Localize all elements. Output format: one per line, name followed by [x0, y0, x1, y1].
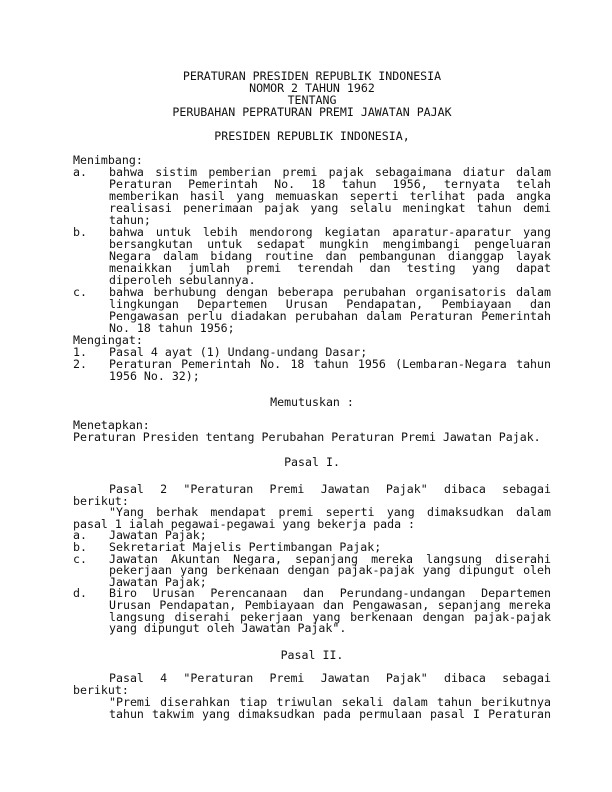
list-item-line: Jawatan Pajak;: [109, 528, 207, 543]
list-item-line: memberikan hasil yang memuaskan seperti terlihat pada angka: [109, 189, 551, 203]
menetapkan-section: [73, 419, 551, 443]
list-item-line: Peraturan Pemerintah No. 18 tahun 1956 (Lembaran-Negara tahun: [109, 357, 551, 371]
list-item-line: lingkungan Departemen Urusan Pendapatan, Pembiayaan dan: [109, 297, 551, 311]
list-item-text: [109, 166, 551, 226]
title-line: TENTANG: [287, 92, 337, 107]
pasal-1-body: [73, 484, 551, 635]
paragraph-line: Pasal 4 "Peraturan Premi Jawatan Pajak" dibaca sebagai: [109, 671, 551, 685]
paragraph-line: tahun takwim yang dimaksudkan pada permulaan pasal I Peraturan: [109, 707, 551, 721]
list-item-line: Pengawasan perlu diadakan perubahan dalam Peraturan Pemerintah: [109, 309, 551, 323]
list-item-label: b.: [73, 225, 87, 239]
list-item: [73, 226, 551, 286]
title-line: PERUBAHAN PEPRATURAN PREMI JAWATAN PAJAK: [172, 104, 452, 119]
mengingat-heading: Mengingat:: [73, 333, 143, 347]
list-item-line: Jawatan Akuntan Negara, sepanjang mereka langsung diserahi: [109, 551, 551, 566]
list-item-label: 1.: [73, 345, 87, 359]
list-item-label: d.: [73, 586, 87, 601]
list-item: [73, 166, 551, 226]
considerations-section: [73, 154, 551, 382]
list-item-text: [109, 226, 551, 286]
menimbang-heading: Menimbang:: [73, 153, 143, 167]
list-item-line: Negara dalam bidang routine dan pembangunan dianggap layak: [109, 249, 551, 263]
pasal-1-heading: Pasal I.: [284, 455, 340, 469]
paragraph-line: "Yang berhak mendapat premi seperti yang dimaksudkan dalam: [109, 505, 551, 520]
list-item-line: langsung diserahi pekerjaan yang berkenaan dengan pajak-pajak: [109, 609, 551, 624]
list-item: [73, 286, 551, 334]
list-item-line: pekerjaan yang berkenaan dengan pajak-pajak yang dipungut oleh: [109, 563, 551, 578]
pasal-2-heading: Pasal II.: [280, 648, 344, 662]
list-item-line: Sekretariat Majelis Pertimbangan Pajak;: [109, 539, 382, 554]
memutuskan-heading: Memutuskan :: [270, 395, 354, 409]
list-item-line: menaikkan jumlah premi terendah dan testing yang dapat: [109, 261, 551, 275]
title-line: NOMOR 2 TAHUN 1962: [249, 80, 375, 95]
list-item-text: [109, 286, 551, 334]
list-item-line: bersangkutan untuk sedapat mungkin mengimbangi pengeluaran: [109, 237, 551, 251]
list-item-line: tahun;: [109, 213, 151, 227]
list-item-label: a.: [73, 528, 87, 543]
menetapkan-text: Peraturan Presiden tentang Perubahan Peraturan Premi Jawatan Pajak.: [73, 430, 541, 444]
list-item-line: Biro Urusan Perencanaan dan Perundang-undangan Departemen: [109, 586, 551, 601]
list-item-line: bahwa berhubung dengan beberapa perubahan organisatoris dalam: [109, 285, 551, 299]
list-item-label: c.: [73, 551, 87, 566]
paragraph-line: Pasal 2 "Peraturan Premi Jawatan Pajak" dibaca sebagai: [109, 482, 551, 496]
paragraph-line: berikut:: [73, 493, 129, 508]
list-item-line: bahwa untuk lebih mendorong kegiatan aparatur-aparatur yang: [109, 225, 551, 239]
list-item: [73, 588, 551, 634]
list-item-label: 2.: [73, 357, 87, 371]
list-item-line: Peraturan Pemerintah No. 18 tahun 1956, ternyata telah: [109, 177, 551, 191]
list-item-label: a.: [73, 165, 87, 179]
list-item-text: [109, 551, 551, 589]
list-item-label: b.: [73, 539, 87, 554]
paragraph-line: pasal 1 ialah pegawai-pegawai yang bekerja pada :: [73, 516, 416, 531]
list-item-line: Urusan Pendapatan, Pembiayaan dan Pengawasan, sepanjang mereka: [109, 597, 551, 612]
list-item: [73, 358, 551, 382]
list-item-line: bahwa sistim pemberian premi pajak sebagaimana diatur dalam: [109, 165, 551, 179]
list-item-line: Pasal 4 ayat (1) Undang-undang Dasar;: [109, 345, 368, 359]
paragraph-line: "Premi diserahkan tiap triwulan sekali dalam tahun berikutnya: [109, 695, 551, 709]
list-item-line: Jawatan Pajak;: [109, 574, 207, 589]
list-item-line: 1956 No. 32);: [109, 369, 200, 383]
list-item-text: [109, 588, 551, 634]
paragraph-line: berikut:: [73, 683, 129, 697]
document-title: [73, 71, 551, 119]
title-line: PERATURAN PRESIDEN REPUBLIK INDONESIA: [182, 69, 442, 83]
list-item-line: diperoleh sebulannya.: [109, 273, 256, 287]
list-item-line: realisasi penerimaan pajak yang selalu meningkat tahun demi: [109, 201, 551, 215]
president-heading: PRESIDEN REPUBLIK INDONESIA,: [214, 129, 410, 143]
list-item-line: yang dipungut oleh Jawatan Pajak".: [109, 621, 347, 636]
list-item-label: c.: [73, 285, 87, 299]
menetapkan-heading: Menetapkan:: [73, 418, 150, 432]
list-item-line: No. 18 tahun 1956;: [109, 321, 235, 335]
list-item-text: [109, 358, 551, 382]
pasal-2-body: [73, 672, 551, 720]
list-item: [73, 551, 551, 589]
